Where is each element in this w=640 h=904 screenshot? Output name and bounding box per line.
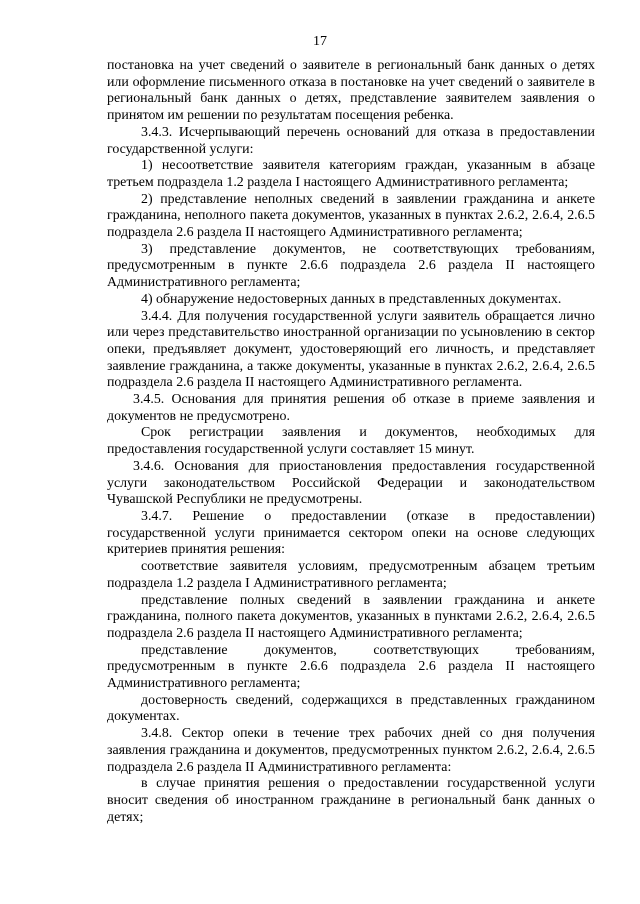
- paragraph-criterion-4: достоверность сведений, содержащихся в представленных гражданином документах.: [107, 692, 595, 725]
- paragraph-item-2: 2) представление неполных сведений в заявлении гражданина и анкете гражданина, неполного пакета документов, указанных в пунктах 2.6.2, 2.6.4, 2.6.5 подраздела 2.6 раздела II настоящего Административного регламента;: [107, 191, 595, 241]
- paragraph-item-3: 3) представление документов, не соответствующих требованиям, предусмотренным в пункте 2.6.6 подраздела 2.6 раздела II настоящего Административного регламента;: [107, 241, 595, 291]
- paragraph-3-4-6: 3.4.6. Основания для приостановления предоставления государственной услуги законодательством Российской Федерации и законодательством Чувашской Республики не предусмотрены.: [107, 458, 595, 508]
- paragraph-3-4-5: 3.4.5. Основания для принятия решения об отказе в приеме заявления и документов не предусмотрено.: [107, 392, 595, 424]
- paragraph-registration-term: Срок регистрации заявления и документов, необходимых для предоставления государственной услуги составляет 15 минут.: [107, 425, 595, 458]
- paragraph-item-4: 4) обнаружение недостоверных данных в представленных документах.: [141, 291, 562, 307]
- paragraph-decision-entry: в случае принятия решения о предоставлении государственной услуги вносит сведения об иностранном гражданине в региональный банк данных о детях;: [107, 776, 595, 825]
- paragraph-criterion-1: соответствие заявителя условиям, предусмотренным абзацем третьим подраздела 1.2 раздела I Административного регламента;: [107, 559, 595, 591]
- paragraph-3-4-8: 3.4.8. Сектор опеки в течение трех рабочих дней со дня получения заявления гражданина и документов, предусмотренных пунктом 2.6.2, 2.6.4, 2.6.5 подраздела 2.6 раздела II Административного регламента:: [107, 726, 595, 775]
- paragraph-3-4-4: 3.4.4. Для получения государственной услуги заявитель обращается лично или через представительство иностранной организации по усыновлению в сектор опеки, предъявляет документ, удостоверяющий его личность, и представляет заявление гражданина, а также документы, указанные в пунктах 2.6.2, 2.6.4, 2.6.5 подраздела 2.6 раздела II настоящего Административного регламента.: [107, 308, 595, 391]
- paragraph-criterion-2: представление полных сведений в заявлении гражданина и анкете гражданина, полного пакета документов, указанных в пунктами 2.6.2, 2.6.4, 2.6.5 подраздела 2.6 раздела II настоящего Административного регламента;: [107, 592, 595, 641]
- paragraph-3-4-3: 3.4.3. Исчерпывающий перечень оснований для отказа в предоставлении государственной услуги:: [107, 124, 595, 157]
- page-number: 17: [313, 34, 327, 49]
- document-body: [107, 58, 595, 826]
- paragraph-continuation: постановка на учет сведений о заявителе в региональный банк данных о детях или оформление письменного отказа в постановке на учет сведений о заявителе в региональный банк данных о детях, представление заявителем заявления о принятом им решении по результатам посещения ребенка.: [107, 58, 595, 124]
- paragraph-3-4-7: 3.4.7. Решение о предоставлении (отказе в предоставлении) государственной услуги принимается сектором опеки на основе следующих критериев принятия решения:: [107, 508, 595, 558]
- paragraph-item-1: 1) несоответствие заявителя категориям граждан, указанным в абзаце третьем подраздела 1.2 раздела I настоящего Административного регламента;: [107, 158, 595, 190]
- paragraph-criterion-3: представление документов, соответствующих требованиям, предусмотренным в пункте 2.6.6 подраздела 2.6 раздела II настоящего Административного регламента;: [107, 642, 595, 692]
